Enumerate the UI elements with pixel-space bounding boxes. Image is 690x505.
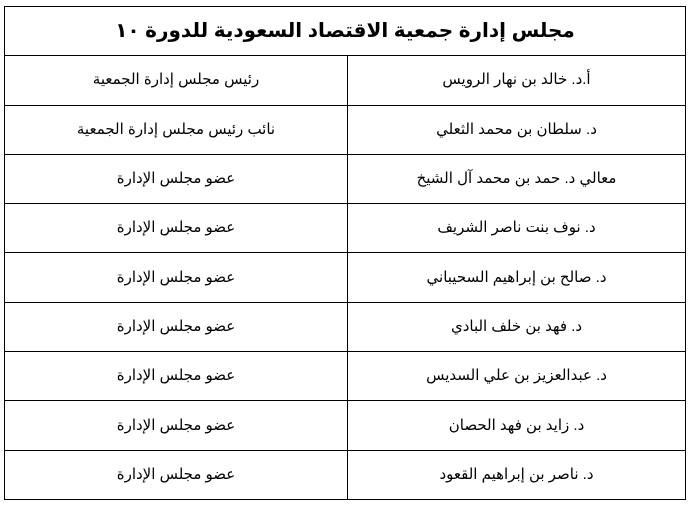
table-row xyxy=(5,401,686,450)
table-row xyxy=(5,253,686,302)
member-name: د. فهد بن خلف البادي xyxy=(348,302,686,351)
member-name: معالي د. حمد بن محمد آل الشيخ xyxy=(348,154,686,203)
title-row xyxy=(5,7,686,56)
member-name: د. سلطان بن محمد الثعلي xyxy=(348,105,686,154)
table-row xyxy=(5,302,686,351)
table-row xyxy=(5,204,686,253)
table-title: مجلس إدارة جمعية الاقتصاد السعودية للدورة ١٠ xyxy=(5,7,686,56)
member-role: عضو مجلس الإدارة xyxy=(5,450,348,499)
member-role: عضو مجلس الإدارة xyxy=(5,154,348,203)
table-row xyxy=(5,154,686,203)
member-role: عضو مجلس الإدارة xyxy=(5,253,348,302)
member-name: د. نوف بنت ناصر الشريف xyxy=(348,204,686,253)
member-role: عضو مجلس الإدارة xyxy=(5,401,348,450)
member-role: عضو مجلس الإدارة xyxy=(5,352,348,401)
member-role: عضو مجلس الإدارة xyxy=(5,302,348,351)
member-role: عضو مجلس الإدارة xyxy=(5,204,348,253)
table-row xyxy=(5,56,686,105)
member-role: نائب رئيس مجلس إدارة الجمعية xyxy=(5,105,348,154)
table-row xyxy=(5,450,686,499)
table-row xyxy=(5,352,686,401)
member-name: د. صالح بن إبراهيم السحيباني xyxy=(348,253,686,302)
board-members-table xyxy=(4,6,686,500)
member-role: رئيس مجلس إدارة الجمعية xyxy=(5,56,348,105)
member-name: د. زايد بن فهد الحصان xyxy=(348,401,686,450)
member-name: د. عبدالعزيز بن علي السديس xyxy=(348,352,686,401)
table-row xyxy=(5,105,686,154)
member-name: د. ناصر بن إبراهيم القعود xyxy=(348,450,686,499)
member-name: أ.د. خالد بن نهار الرويس xyxy=(348,56,686,105)
